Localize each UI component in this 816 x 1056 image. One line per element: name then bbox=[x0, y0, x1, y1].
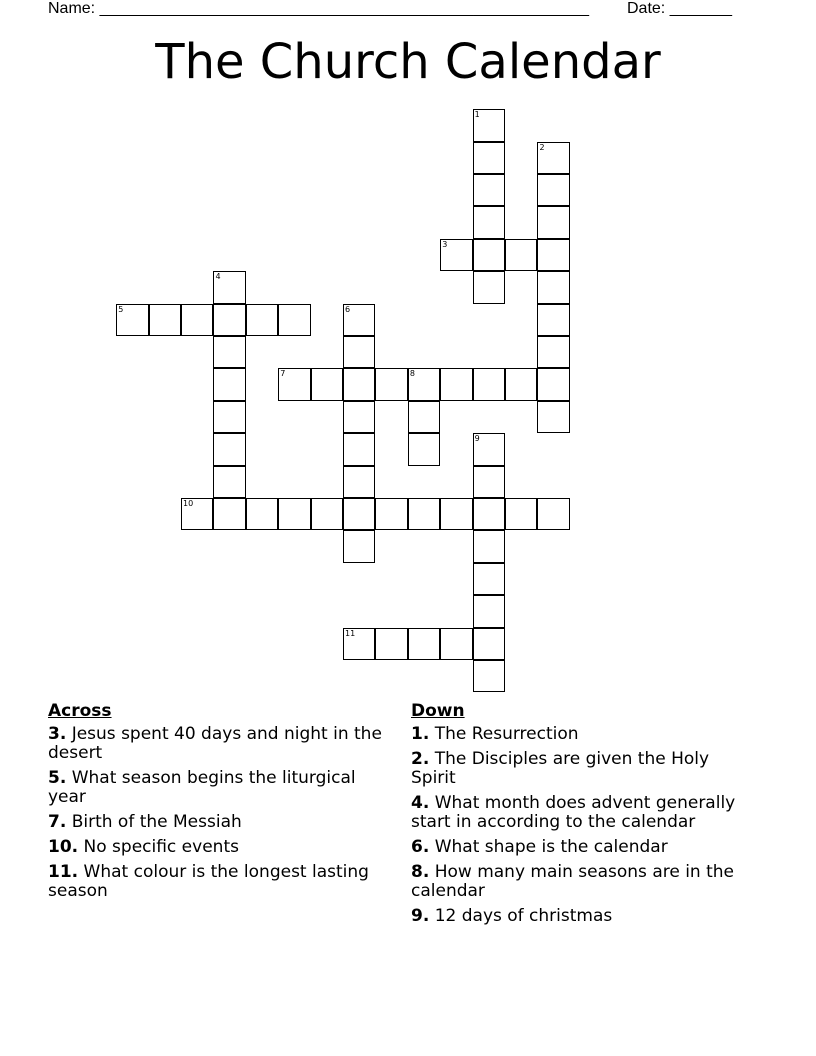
grid-cell[interactable] bbox=[213, 433, 245, 465]
across-clues bbox=[48, 702, 393, 907]
grid-cell[interactable] bbox=[408, 498, 440, 530]
down-heading: Down bbox=[411, 701, 465, 721]
clue-number: 5 bbox=[118, 304, 124, 314]
across-heading: Across bbox=[48, 701, 112, 721]
clue-num: 7. bbox=[48, 812, 67, 832]
clue-number: 9 bbox=[474, 434, 480, 444]
grid-cell[interactable] bbox=[408, 433, 440, 465]
grid-cell[interactable] bbox=[343, 498, 375, 530]
grid-cell[interactable] bbox=[537, 368, 569, 400]
clue-text: What month does advent generally start in according to the calendar bbox=[411, 793, 736, 832]
down-clues bbox=[411, 702, 756, 932]
grid-cell[interactable] bbox=[473, 271, 505, 303]
grid-cell[interactable] bbox=[213, 271, 245, 303]
grid-cell[interactable] bbox=[149, 304, 181, 336]
across-clue bbox=[48, 813, 393, 832]
down-clue bbox=[411, 794, 756, 832]
clue-text: The Resurrection bbox=[429, 724, 579, 744]
grid-cell[interactable] bbox=[537, 304, 569, 336]
grid-cell[interactable] bbox=[343, 466, 375, 498]
clue-text: 12 days of christmas bbox=[429, 906, 613, 926]
grid-cell[interactable] bbox=[505, 239, 537, 271]
grid-cell[interactable] bbox=[213, 466, 245, 498]
down-clue bbox=[411, 907, 756, 926]
grid-cell[interactable] bbox=[181, 304, 213, 336]
clue-number: 8 bbox=[409, 369, 415, 379]
grid-cell[interactable] bbox=[473, 563, 505, 595]
grid-cell[interactable] bbox=[505, 368, 537, 400]
grid-cell[interactable] bbox=[440, 239, 472, 271]
clue-number: 3 bbox=[442, 239, 448, 249]
clue-number: 1 bbox=[474, 110, 480, 120]
grid-cell[interactable] bbox=[213, 401, 245, 433]
across-clue bbox=[48, 838, 393, 857]
grid-cell[interactable] bbox=[537, 271, 569, 303]
grid-cell[interactable] bbox=[408, 401, 440, 433]
grid-cell[interactable] bbox=[537, 336, 569, 368]
grid-cell[interactable] bbox=[408, 368, 440, 400]
grid-cell[interactable] bbox=[213, 336, 245, 368]
grid-cell[interactable] bbox=[343, 304, 375, 336]
grid-cell[interactable] bbox=[343, 433, 375, 465]
down-clue bbox=[411, 750, 756, 788]
grid-cell[interactable] bbox=[537, 174, 569, 206]
grid-cell[interactable] bbox=[537, 498, 569, 530]
clue-num: 9. bbox=[411, 906, 430, 926]
clue-num: 3. bbox=[48, 724, 67, 744]
grid-cell[interactable] bbox=[278, 304, 310, 336]
grid-cell[interactable] bbox=[311, 368, 343, 400]
grid-cell[interactable] bbox=[246, 304, 278, 336]
clue-number: 11 bbox=[345, 628, 356, 638]
name-label: Name: bbox=[48, 0, 100, 17]
across-clue bbox=[48, 725, 393, 763]
clue-num: 10. bbox=[48, 837, 79, 857]
down-clue bbox=[411, 838, 756, 857]
clue-number: 4 bbox=[215, 272, 221, 282]
clue-text: Birth of the Messiah bbox=[66, 812, 242, 832]
clue-num: 6. bbox=[411, 837, 430, 857]
grid-cell[interactable] bbox=[213, 498, 245, 530]
grid-cell[interactable] bbox=[505, 498, 537, 530]
clue-text: What season begins the liturgical year bbox=[48, 768, 356, 807]
clue-text: No specific events bbox=[78, 837, 239, 857]
grid-cell[interactable] bbox=[116, 304, 148, 336]
clue-num: 8. bbox=[411, 862, 430, 882]
grid-cell[interactable] bbox=[408, 628, 440, 660]
clue-number: 2 bbox=[539, 142, 545, 152]
grid-cell[interactable] bbox=[473, 498, 505, 530]
grid-cell[interactable] bbox=[375, 628, 407, 660]
grid-cell[interactable] bbox=[278, 368, 310, 400]
grid-cell[interactable] bbox=[343, 401, 375, 433]
grid-cell[interactable] bbox=[343, 530, 375, 562]
grid-cell[interactable] bbox=[473, 239, 505, 271]
grid-cell[interactable] bbox=[246, 498, 278, 530]
clue-text: How many main seasons are in the calendar bbox=[411, 862, 735, 901]
grid-cell[interactable] bbox=[473, 660, 505, 692]
clue-text: What shape is the calendar bbox=[429, 837, 668, 857]
grid-cell[interactable] bbox=[537, 142, 569, 174]
grid-cell[interactable] bbox=[343, 336, 375, 368]
grid-cell[interactable] bbox=[473, 530, 505, 562]
grid-cell[interactable] bbox=[473, 174, 505, 206]
grid-cell[interactable] bbox=[473, 433, 505, 465]
across-clue bbox=[48, 769, 393, 807]
grid-cell[interactable] bbox=[473, 595, 505, 627]
grid-cell[interactable] bbox=[473, 206, 505, 238]
grid-cell[interactable] bbox=[473, 142, 505, 174]
clue-text: The Disciples are given the Holy Spirit bbox=[411, 749, 710, 788]
grid-cell[interactable] bbox=[343, 628, 375, 660]
grid-cell[interactable] bbox=[537, 401, 569, 433]
clue-text: What colour is the longest lasting season bbox=[48, 862, 369, 901]
grid-cell[interactable] bbox=[440, 628, 472, 660]
grid-cell[interactable] bbox=[473, 466, 505, 498]
clue-text: Jesus spent 40 days and night in the desert bbox=[48, 724, 382, 763]
page-title: The Church Calendar bbox=[155, 34, 661, 90]
clue-number: 7 bbox=[280, 369, 286, 379]
grid-cell[interactable] bbox=[375, 368, 407, 400]
grid-cell[interactable] bbox=[473, 628, 505, 660]
grid-cell[interactable] bbox=[473, 368, 505, 400]
grid-cell[interactable] bbox=[537, 206, 569, 238]
grid-cell[interactable] bbox=[213, 304, 245, 336]
grid-cell[interactable] bbox=[440, 498, 472, 530]
across-clue bbox=[48, 863, 393, 901]
date-label: Date: bbox=[627, 0, 670, 17]
grid-cell[interactable] bbox=[343, 368, 375, 400]
grid-cell[interactable] bbox=[537, 239, 569, 271]
grid-cell[interactable] bbox=[440, 368, 472, 400]
clue-num: 11. bbox=[48, 862, 79, 882]
clue-num: 2. bbox=[411, 749, 430, 769]
clue-number: 6 bbox=[345, 304, 351, 314]
grid-cell[interactable] bbox=[311, 498, 343, 530]
grid-cell[interactable] bbox=[473, 109, 505, 141]
grid-cell[interactable] bbox=[375, 498, 407, 530]
grid-cell[interactable] bbox=[213, 368, 245, 400]
down-clue bbox=[411, 863, 756, 901]
down-clue bbox=[411, 725, 756, 744]
clue-num: 4. bbox=[411, 793, 430, 813]
clue-num: 5. bbox=[48, 768, 67, 788]
name-blank: _______________________________________________________ bbox=[99, 0, 589, 17]
clue-num: 1. bbox=[411, 724, 430, 744]
clue-number: 10 bbox=[183, 499, 194, 509]
grid-cell[interactable] bbox=[278, 498, 310, 530]
date-blank: _______ bbox=[669, 0, 732, 17]
grid-cell[interactable] bbox=[181, 498, 213, 530]
